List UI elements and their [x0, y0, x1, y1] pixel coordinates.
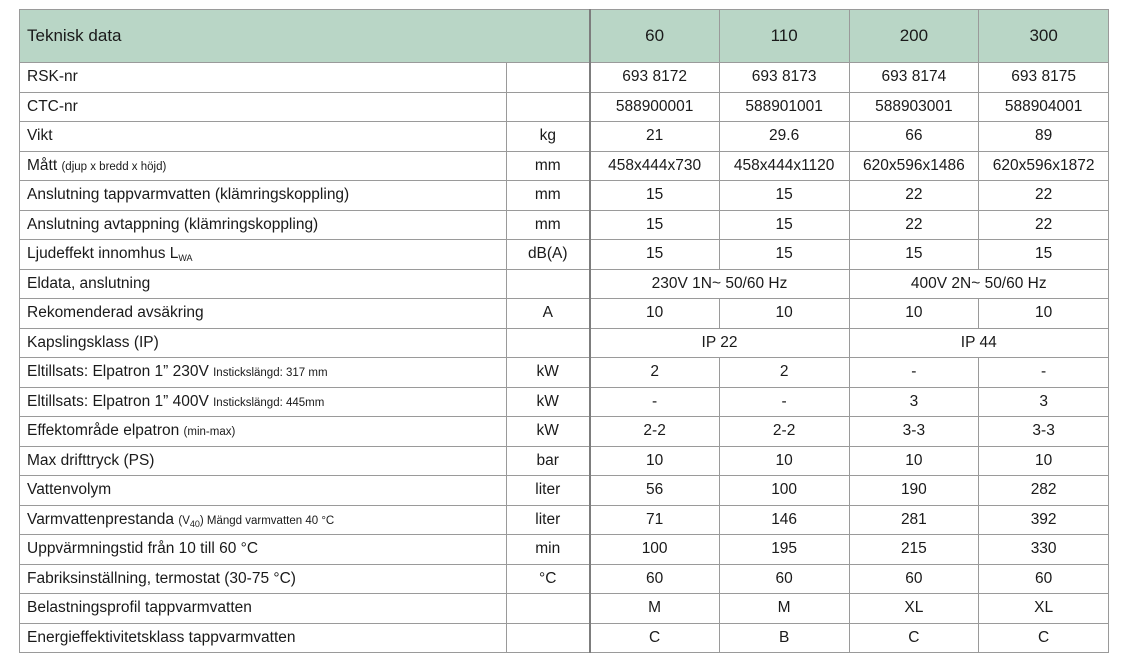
value-cell: 10: [590, 299, 720, 329]
row-label: [20, 535, 507, 565]
value-cell: 2: [590, 358, 720, 388]
value-cell: 620x596x1872: [979, 151, 1109, 181]
table-row: [20, 210, 1109, 240]
row-label-text: Anslutning avtappning (klämringskoppling): [27, 215, 319, 233]
value-cell: 146: [719, 505, 849, 535]
row-label: [20, 417, 507, 447]
value-cell: 60: [849, 564, 979, 594]
value-cell: 693 8175: [979, 63, 1109, 93]
value-cell: C: [979, 623, 1109, 653]
value-cell: 22: [849, 210, 979, 240]
value-cell: 190: [849, 476, 979, 506]
row-label-text: Max drifttryck (PS): [27, 451, 155, 469]
value-cell: 2-2: [590, 417, 720, 447]
row-label: [20, 299, 507, 329]
value-cell: 22: [979, 210, 1109, 240]
row-label: [20, 63, 507, 93]
row-note-prefix: (V: [178, 514, 190, 527]
value-cell: 89: [979, 122, 1109, 152]
row-unit: A: [507, 299, 590, 329]
row-label: [20, 594, 507, 624]
value-cell: 10: [849, 299, 979, 329]
row-note: Instickslängd: 317 mm: [213, 367, 328, 380]
value-cell: 281: [849, 505, 979, 535]
row-label-text: Ljudeffekt innomhus L: [27, 245, 179, 263]
table-row: [20, 299, 1109, 329]
value-cell: C: [590, 623, 720, 653]
row-label-text: Kapslingsklass (IP): [27, 333, 159, 351]
value-cell: 2-2: [719, 417, 849, 447]
row-unit: [507, 623, 590, 653]
value-cell: 21: [590, 122, 720, 152]
value-cell: 693 8174: [849, 63, 979, 93]
value-cell: 22: [979, 181, 1109, 211]
table-row: [20, 387, 1109, 417]
row-unit: mm: [507, 181, 590, 211]
row-label: [20, 623, 507, 653]
value-cell: XL: [849, 594, 979, 624]
row-note: (min-max): [183, 426, 236, 439]
table-title: Teknisk data: [20, 10, 590, 63]
row-unit: kW: [507, 387, 590, 417]
row-label: [20, 210, 507, 240]
value-cell: XL: [979, 594, 1109, 624]
row-label-text: Eldata, anslutning: [27, 274, 151, 292]
row-label-text: RSK-nr: [27, 68, 78, 86]
value-cell: 15: [719, 210, 849, 240]
table-row: [20, 564, 1109, 594]
value-cell: B: [719, 623, 849, 653]
value-cell: 3-3: [979, 417, 1109, 447]
value-cell: 10: [979, 446, 1109, 476]
merged-value-cell: 230V 1N~ 50/60 Hz: [590, 269, 850, 299]
table-row: [20, 181, 1109, 211]
value-cell: 15: [719, 240, 849, 270]
row-unit: dB(A): [507, 240, 590, 270]
row-unit: mm: [507, 210, 590, 240]
row-label: [20, 564, 507, 594]
value-cell: 22: [849, 181, 979, 211]
merged-value-cell: IP 44: [849, 328, 1109, 358]
value-cell: -: [590, 387, 720, 417]
value-cell: 10: [719, 299, 849, 329]
value-cell: 10: [979, 299, 1109, 329]
row-unit: [507, 328, 590, 358]
value-cell: 60: [979, 564, 1109, 594]
value-cell: 56: [590, 476, 720, 506]
row-unit: [507, 92, 590, 122]
row-label-text: Vikt: [27, 127, 53, 145]
row-label: [20, 387, 507, 417]
table-row: [20, 623, 1109, 653]
row-note: (djup x bredd x höjd): [61, 160, 167, 173]
row-unit: [507, 269, 590, 299]
table-row: [20, 358, 1109, 388]
row-label-text: Uppvärmningstid från 10 till 60 °C: [27, 540, 259, 558]
row-label: [20, 151, 507, 181]
table-row: [20, 328, 1109, 358]
technical-data-table: [19, 9, 1109, 653]
table-row: [20, 417, 1109, 447]
row-label-text: Fabriksinställning, termostat (30-75 °C): [27, 569, 296, 587]
row-label-text: CTC-nr: [27, 97, 78, 115]
value-cell: 71: [590, 505, 720, 535]
value-cell: 588901001: [719, 92, 849, 122]
row-unit: liter: [507, 505, 590, 535]
value-cell: 100: [590, 535, 720, 565]
value-cell: 66: [849, 122, 979, 152]
row-unit: kW: [507, 417, 590, 447]
value-cell: -: [719, 387, 849, 417]
value-cell: 15: [590, 240, 720, 270]
model-header-110: 110: [719, 10, 849, 63]
table-row: [20, 269, 1109, 299]
row-label-text: Varmvattenprestanda: [27, 510, 175, 528]
merged-value-cell: IP 22: [590, 328, 850, 358]
row-note: Instickslängd: 445mm: [213, 396, 325, 409]
value-cell: 15: [590, 210, 720, 240]
value-cell: 15: [979, 240, 1109, 270]
value-cell: 588904001: [979, 92, 1109, 122]
value-cell: 330: [979, 535, 1109, 565]
row-label: [20, 476, 507, 506]
value-cell: 15: [590, 181, 720, 211]
table-row: [20, 92, 1109, 122]
row-label-text: Belastningsprofil tappvarmvatten: [27, 599, 252, 617]
row-label: [20, 92, 507, 122]
value-cell: 100: [719, 476, 849, 506]
table-row: [20, 594, 1109, 624]
value-cell: 2: [719, 358, 849, 388]
value-cell: 10: [719, 446, 849, 476]
row-note: ) Mängd varmvatten 40 °C: [199, 514, 335, 527]
row-label: [20, 181, 507, 211]
table-row: [20, 240, 1109, 270]
row-label-text: Vattenvolym: [27, 481, 112, 499]
row-label-text: Anslutning tappvarmvatten (klämringskoppling): [27, 186, 350, 204]
value-cell: 29.6: [719, 122, 849, 152]
value-cell: 15: [849, 240, 979, 270]
row-label: [20, 505, 507, 535]
row-unit: kg: [507, 122, 590, 152]
row-label: [20, 240, 507, 270]
model-header-300: 300: [979, 10, 1109, 63]
model-header-200: 200: [849, 10, 979, 63]
value-cell: 3: [849, 387, 979, 417]
value-cell: 693 8173: [719, 63, 849, 93]
value-cell: 392: [979, 505, 1109, 535]
row-label: [20, 122, 507, 152]
table-row: [20, 505, 1109, 535]
value-cell: 60: [590, 564, 720, 594]
value-cell: 195: [719, 535, 849, 565]
row-unit: min: [507, 535, 590, 565]
value-cell: M: [590, 594, 720, 624]
header-row: [20, 10, 1109, 63]
value-cell: 60: [719, 564, 849, 594]
row-unit: °C: [507, 564, 590, 594]
row-label: [20, 446, 507, 476]
merged-value-cell: 400V 2N~ 50/60 Hz: [849, 269, 1109, 299]
table-row: [20, 151, 1109, 181]
value-cell: 3: [979, 387, 1109, 417]
value-cell: 693 8172: [590, 63, 720, 93]
value-cell: 10: [590, 446, 720, 476]
table-row: [20, 122, 1109, 152]
row-label-text: Mått: [27, 156, 58, 174]
row-label-text: Rekomenderad avsäkring: [27, 304, 204, 322]
row-unit: kW: [507, 358, 590, 388]
value-cell: 458x444x1120: [719, 151, 849, 181]
value-cell: 458x444x730: [590, 151, 720, 181]
table-row: [20, 446, 1109, 476]
row-label-text: Eltillsats: Elpatron 1” 230V: [27, 363, 209, 381]
row-subscript: WA: [178, 253, 193, 264]
row-unit: liter: [507, 476, 590, 506]
row-unit: [507, 594, 590, 624]
row-label: [20, 269, 507, 299]
value-cell: 588900001: [590, 92, 720, 122]
value-cell: M: [719, 594, 849, 624]
value-cell: C: [849, 623, 979, 653]
value-cell: 215: [849, 535, 979, 565]
row-label-text: Eltillsats: Elpatron 1” 400V: [27, 392, 209, 410]
model-header-60: 60: [590, 10, 720, 63]
value-cell: -: [979, 358, 1109, 388]
table-row: [20, 63, 1109, 93]
value-cell: 15: [719, 181, 849, 211]
value-cell: 588903001: [849, 92, 979, 122]
table-row: [20, 476, 1109, 506]
row-subscript: 40: [189, 518, 200, 529]
value-cell: 10: [849, 446, 979, 476]
value-cell: 282: [979, 476, 1109, 506]
value-cell: -: [849, 358, 979, 388]
row-label-text: Effektområde elpatron: [27, 422, 180, 440]
value-cell: 3-3: [849, 417, 979, 447]
row-unit: [507, 63, 590, 93]
value-cell: 620x596x1486: [849, 151, 979, 181]
table-row: [20, 535, 1109, 565]
row-label: [20, 358, 507, 388]
row-unit: bar: [507, 446, 590, 476]
row-label: [20, 328, 507, 358]
row-unit: mm: [507, 151, 590, 181]
row-label-text: Energieffektivitetsklass tappvarmvatten: [27, 628, 296, 646]
